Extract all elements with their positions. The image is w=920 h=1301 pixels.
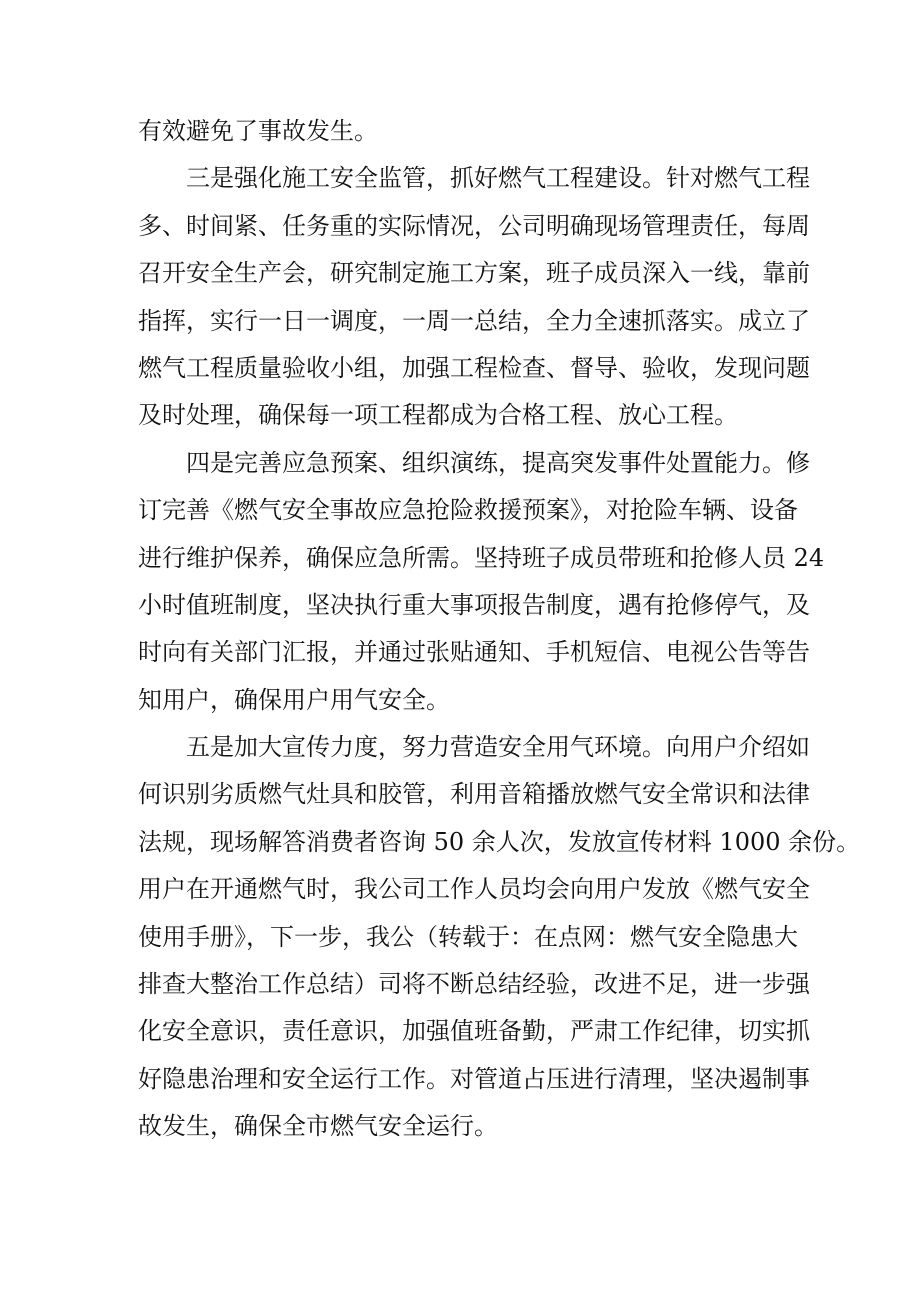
text-line: 五是加大宣传力度，努力营造安全用气环境。向用户介绍如 xyxy=(186,733,810,762)
text-line: 指挥，实行一日一调度，一周一总结，全力全速抓落实。成立了 xyxy=(138,306,810,335)
text-line: 化安全意识，责任意识，加强值班备勤，严肃工作纪律，切实抓 xyxy=(138,1017,810,1046)
text-line: 订完善《燃气安全事故应急抢险救援预案》，对抢险车辆、设备 xyxy=(138,496,798,525)
text-line: 好隐患治理和安全运行工作。对管道占压进行清理，坚决遏制事 xyxy=(138,1064,810,1093)
text-line: 小时值班制度，坚决执行重大事项报告制度，遇有抢修停气，及 xyxy=(138,590,810,619)
text-line: 排查大整治工作总结）司将不断总结经验，改进不足，进一步强 xyxy=(138,970,810,999)
text-line: 时向有关部门汇报，并通过张贴通知、手机短信、电视公告等告 xyxy=(138,638,810,667)
text-line: 何识别劣质燃气灶具和胶管，利用音箱播放燃气安全常识和法律 xyxy=(138,780,810,809)
document-body xyxy=(138,108,861,1151)
text-line: 故发生，确保全市燃气安全运行。 xyxy=(138,1112,498,1141)
text-line: 用户在开通燃气时，我公司工作人员均会向用户发放《燃气安全 xyxy=(138,875,810,904)
text-line: 使用手册》，下一步，我公（转载于：在点网：燃气安全隐患大 xyxy=(138,922,798,951)
text-line: 法规，现场解答消费者咨询 50 余人次，发放宣传材料 1000 余份。 xyxy=(138,827,861,856)
text-line: 及时处理，确保每一项工程都成为合格工程、放心工程。 xyxy=(138,401,738,430)
text-line: 知用户，确保用户用气安全。 xyxy=(138,685,450,714)
text-line: 召开安全生产会，研究制定施工方案，班子成员深入一线，靠前 xyxy=(138,259,810,288)
text-line: 进行维护保养，确保应急所需。坚持班子成员带班和抢修人员 24 xyxy=(138,543,825,572)
text-line: 燃气工程质量验收小组，加强工程检查、督导、验收，发现问题 xyxy=(138,353,810,382)
text-line: 多、时间紧、任务重的实际情况，公司明确现场管理责任，每周 xyxy=(138,211,810,240)
text-line: 四是完善应急预案、组织演练，提高突发事件处置能力。修 xyxy=(186,448,810,477)
text-line: 有效避免了事故发生。 xyxy=(138,117,378,145)
text-line: 三是强化施工安全监管，抓好燃气工程建设。针对燃气工程 xyxy=(186,164,810,193)
